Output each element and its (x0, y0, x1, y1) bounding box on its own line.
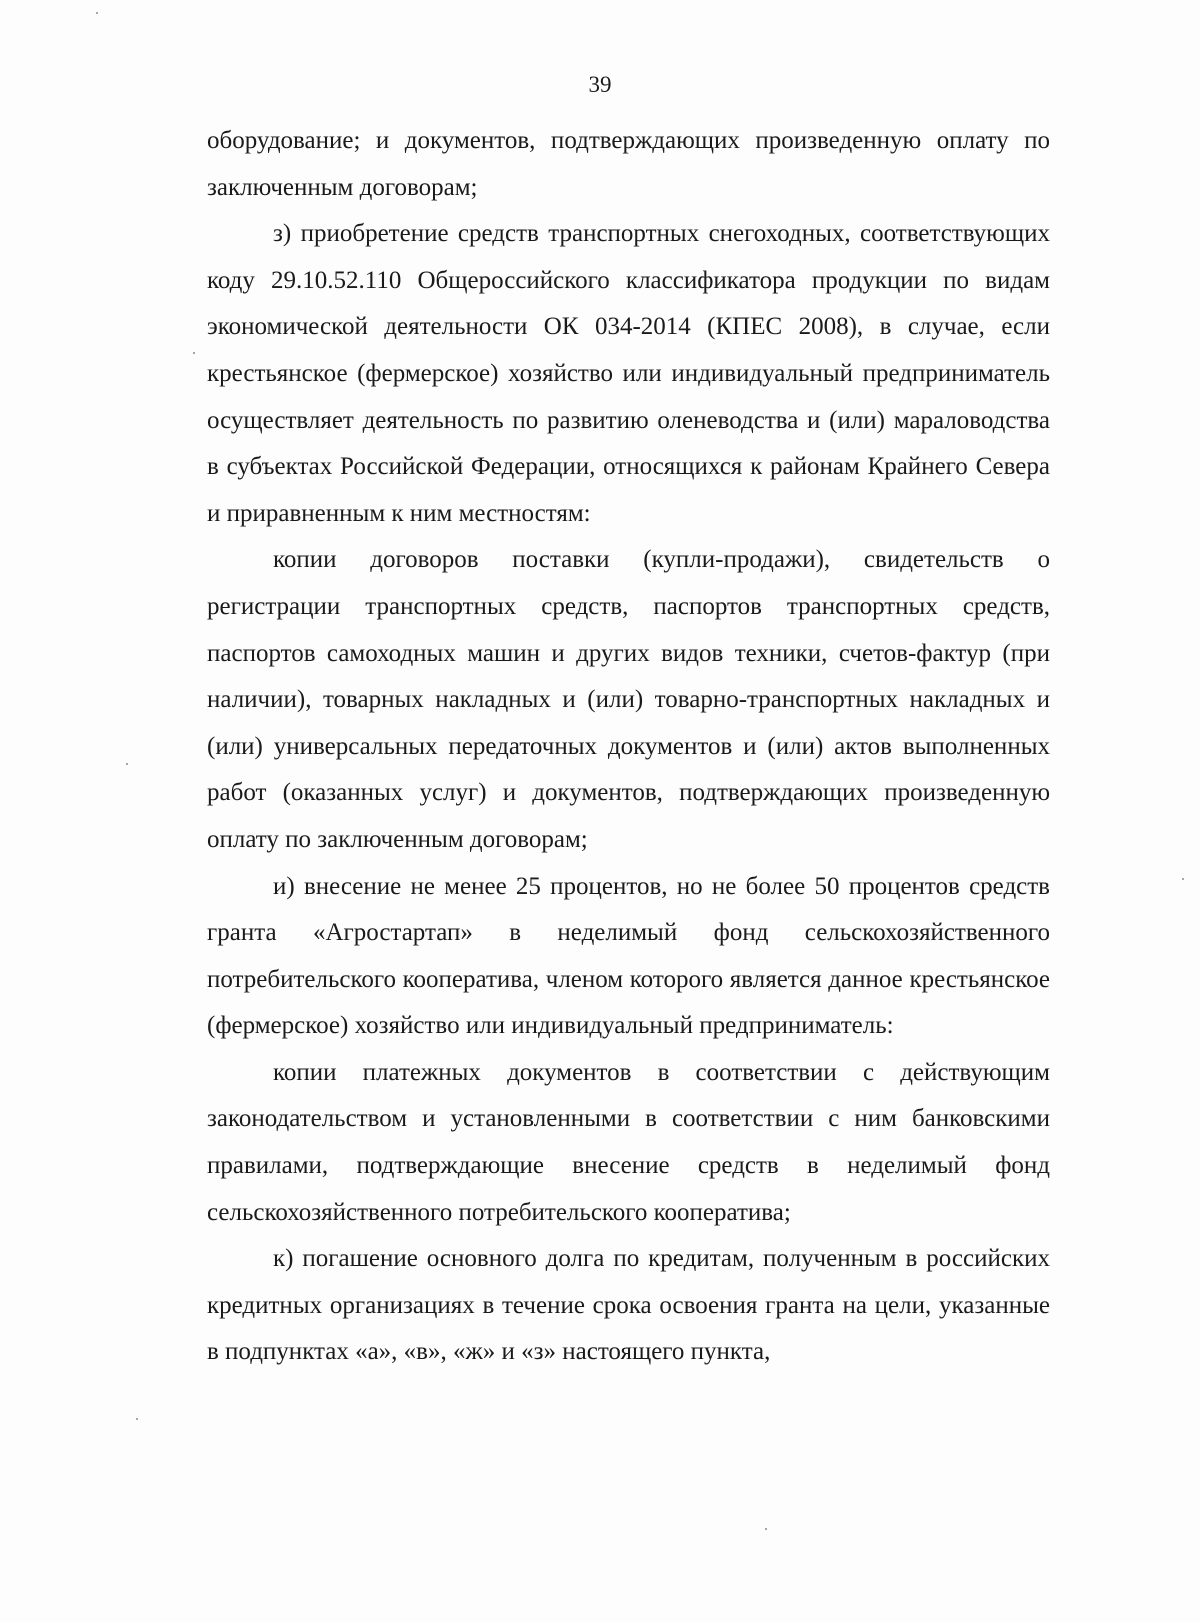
paragraph-documents-z: копии договоров поставки (купли-продажи), свидетельств о регистрации транспортных средств, паспортов транспортных средств, паспортов самоходных машин и других видов техники, счетов-фактур (при наличии), товарных накладных и (или) товарно-транспортных накладных и (или) универсальных передаточных документов и (или) актов выполненных работ (оказанных услуг) и документов, подтверждающих произведенную оплату по заключенным договорам; (207, 546, 1050, 853)
paragraph-item-i: и) внесение не менее 25 процентов, но не более 50 процентов средств гранта «Агростартап» в неделимый фонд сельскохозяйственного потребительского кооператива, членом которого является данное крестьянское (фермерское) хозяйство или индивидуальный предприниматель: (207, 872, 1050, 1040)
paragraph-item-k: к) погашение основного долга по кредитам, полученным в российских кредитных организациях в течение срока освоения гранта на цели, указанные в подпунктах «а», «в», «ж» и «з» настоящего пункта, (207, 1245, 1050, 1366)
paragraph-item-z: з) приобретение средств транспортных снегоходных, соответствующих коду 29.10.52.110 Общероссийского классификатора продукции по видам экономической деятельности ОК 034-2014 (КПЕС 2008), в случае, если крестьянское (фермерское) хозяйство или индивидуальный предприниматель осуществляет деятельность по развитию оленеводства и (или) мараловодства в субъектах Российской Федерации, относящихся к районам Крайнего Севера и приравненным к ним местностям: (207, 220, 1050, 527)
scan-speck (1182, 878, 1184, 880)
scan-speck (126, 763, 128, 765)
paragraph-documents-i: копии платежных документов в соответствии с действующим законодательством и установленными в соответствии с ним банковскими правилами, подтверждающие внесение средств в неделимый фонд сельскохозяйственного потребительского кооператива; (207, 1058, 1050, 1226)
page-number: 39 (588, 72, 612, 97)
scan-speck (193, 352, 195, 354)
paragraph-continuation: оборудование; и документов, подтверждающих произведенную оплату по заключенным договорам; (207, 127, 1050, 201)
scan-speck (96, 12, 98, 14)
document-body (207, 118, 1050, 1376)
scan-speck (136, 1418, 138, 1420)
scan-speck (765, 1528, 767, 1530)
